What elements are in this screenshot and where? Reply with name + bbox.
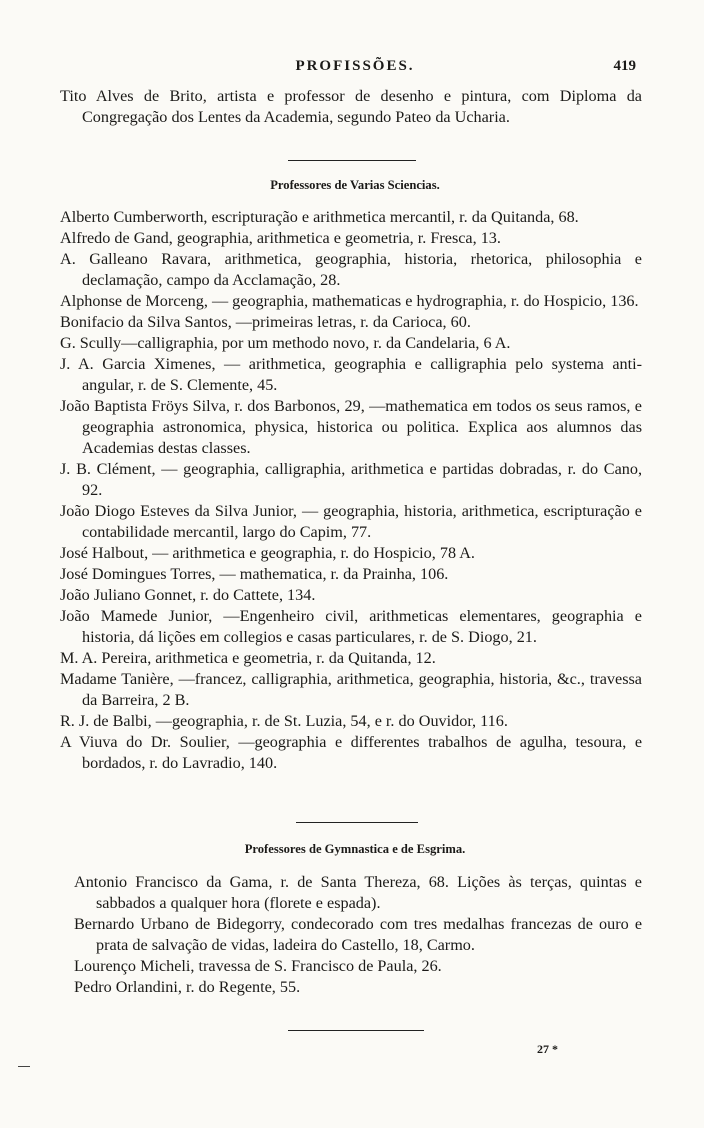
list-entry: José Halbout, — arithmetica e geographia, r. do Hospicio, 78 A. <box>60 544 475 562</box>
list-entry: Madame Tanière, —francez, calligraphia, arithmetica, geographia, historia, &c., travessa da Barreira, 2 B. <box>60 670 642 709</box>
section-title: Professores de Varias Sciencias. <box>270 178 440 192</box>
list-entry: Alfredo de Gand, geographia, arithmetica e geometria, r. Fresca, 13. <box>60 229 501 247</box>
divider-rule <box>296 822 418 823</box>
list-entry: Alberto Cumberworth, escripturação e arithmetica mercantil, r. da Quitanda, 68. <box>60 208 579 226</box>
list-entry: Lourenço Micheli, travessa de S. Francisco de Paula, 26. <box>74 957 442 975</box>
list-entry: Pedro Orlandini, r. do Regente, 55. <box>74 978 301 996</box>
section-list-sciences <box>60 207 642 774</box>
list-entry: M. A. Pereira, arithmetica e geometria, r. da Quitanda, 12. <box>60 649 436 667</box>
list-entry: João Juliano Gonnet, r. do Cattete, 134. <box>60 586 316 604</box>
section-title: Professores de Gymnastica e de Esgrima. <box>244 842 466 856</box>
list-entry: Bernardo Urbano de Bidegorry, condecorado com tres medalhas francezas de ouro e prata de salvação de vidas, ladeira do Castello, 18, Carmo. <box>74 915 642 954</box>
divider-rule <box>288 160 416 161</box>
list-entry: João Baptista Fröys Silva, r. dos Barbonos, 29, —mathematica em todos os seus ramos, e geographia astronomica, physica, historica ou politica. Explica aos alumnos das Academias destas classes. <box>60 397 642 457</box>
intro-block <box>60 86 642 128</box>
list-entry: A. Galleano Ravara, arithmetica, geographia, historia, rhetorica, philosophia e declamação, campo da Acclamação, 28. <box>60 250 642 289</box>
list-entry: Alphonse de Morceng, — geographia, mathematicas e hydrographia, r. do Hospicio, 136. <box>60 292 639 310</box>
list-entry: João Diogo Esteves da Silva Junior, — geographia, historia, arithmetica, escripturação e contabilidade mercantil, largo do Capim, 77. <box>60 502 642 541</box>
list-entry: J. B. Clément, — geographia, calligraphia, arithmetica e partidas dobradas, r. do Cano, 92. <box>60 460 642 499</box>
page-number: 419 <box>613 58 636 74</box>
list-entry: R. J. de Balbi, —geographia, r. de St. Luzia, 54, e r. do Ouvidor, 116. <box>60 712 508 730</box>
margin-mark <box>18 1066 30 1067</box>
list-entry: Tito Alves de Brito, artista e professor de desenho e pintura, com Diploma da Congregação dos Lentes da Academia, segundo Pateo da Ucharia. <box>60 87 642 126</box>
list-entry: José Domingues Torres, — mathematica, r. da Prainha, 106. <box>60 565 449 583</box>
divider-rule <box>288 1030 424 1031</box>
list-entry: João Mamede Junior, —Engenheiro civil, arithmeticas elementares, geographia e historia, dá lições em collegios e casas particulares, r. de S. Diogo, 21. <box>60 607 642 646</box>
header-title: PROFISSÕES. <box>295 58 415 74</box>
list-entry: A Viuva do Dr. Soulier, —geographia e differentes trabalhos de agulha, tesoura, e bordados, r. do Lavradio, 140. <box>60 733 642 772</box>
list-entry: G. Scully—calligraphia, por um methodo novo, r. da Candelaria, 6 A. <box>60 334 511 352</box>
running-header <box>60 56 650 80</box>
section-list-gymnastics <box>74 872 642 998</box>
list-entry: Antonio Francisco da Gama, r. de Santa Thereza, 68. Lições às terças, quintas e sabbados a qualquer hora (florete e espada). <box>74 873 642 912</box>
list-entry: J. A. Garcia Ximenes, — arithmetica, geographia e calligraphia pelo systema anti-angular, r. de S. Clemente, 45. <box>60 355 642 394</box>
list-entry: Bonifacio da Silva Santos, —primeiras letras, r. da Carioca, 60. <box>60 313 471 331</box>
signature-mark: 27 * <box>537 1042 558 1056</box>
